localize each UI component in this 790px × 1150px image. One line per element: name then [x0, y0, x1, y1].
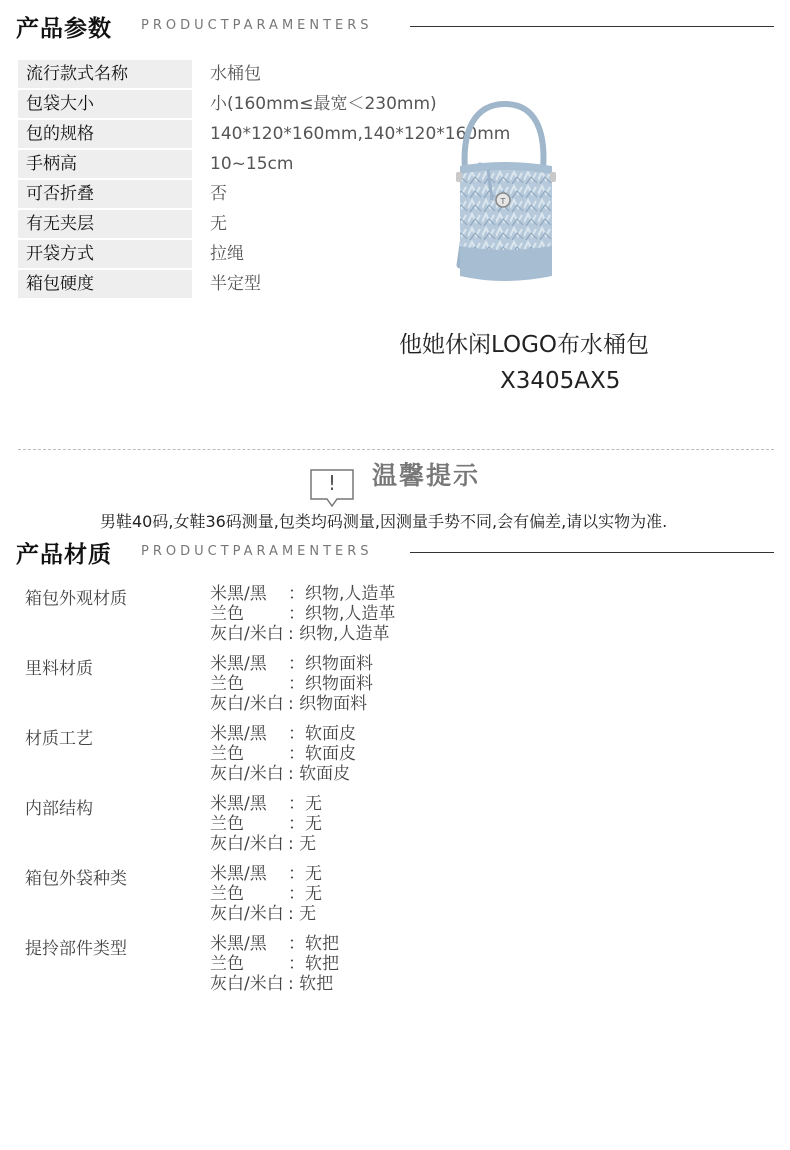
warning-bubble-icon — [309, 468, 355, 508]
material-section-title: 产品材质 — [16, 542, 112, 568]
param-value: 140*120*160mm,140*120*160mm — [210, 124, 511, 144]
material-value: 无 — [305, 794, 322, 814]
material-color: 灰白/米白 — [210, 904, 284, 924]
param-label: 箱包硬度 — [18, 270, 192, 298]
material-color: 兰色 — [210, 604, 244, 624]
param-label: 有无夹层 — [18, 210, 192, 238]
material-group-label: 箱包外观材质 — [25, 589, 127, 609]
material-line — [210, 604, 395, 624]
material-sep: : — [288, 904, 300, 924]
material-value: 无 — [299, 834, 317, 854]
material-color: 兰色 — [210, 954, 244, 974]
material-sep: ： — [288, 674, 305, 694]
material-color: 米黑/黑 — [210, 794, 267, 814]
material-line — [210, 884, 322, 904]
param-label: 包袋大小 — [18, 90, 192, 118]
material-line — [210, 654, 373, 674]
material-group-label: 里料材质 — [25, 659, 93, 679]
material-color: 灰白/米白 — [210, 624, 284, 644]
material-color: 灰白/米白 — [210, 974, 284, 994]
material-value: 软把 — [305, 934, 339, 954]
material-color: 米黑/黑 — [210, 584, 267, 604]
material-value: 无 — [299, 904, 317, 924]
material-group-values — [210, 584, 395, 644]
material-color: 兰色 — [210, 814, 244, 834]
material-color: 米黑/黑 — [210, 864, 267, 884]
material-value: 软面皮 — [305, 724, 356, 744]
material-line — [210, 674, 373, 694]
param-value: 无 — [210, 214, 227, 234]
material-group-values — [210, 794, 322, 854]
param-value: 水桶包 — [210, 64, 261, 84]
material-sep: : — [288, 624, 300, 644]
material-sep: ： — [288, 814, 305, 834]
material-line — [210, 694, 373, 714]
material-value: 无 — [305, 884, 322, 904]
material-value: 织物面料 — [299, 694, 368, 714]
material-value: 软面皮 — [305, 744, 356, 764]
material-line — [210, 624, 395, 644]
material-line — [210, 764, 356, 784]
param-label: 包的规格 — [18, 120, 192, 148]
material-value: 织物,人造革 — [305, 604, 396, 624]
material-section-subtitle: PRODUCTPARAMENTERS — [141, 544, 373, 559]
material-line — [210, 834, 322, 854]
material-value: 软把 — [305, 954, 339, 974]
material-line — [210, 814, 322, 834]
material-sep: ： — [288, 884, 305, 904]
material-color: 兰色 — [210, 744, 244, 764]
material-sep: ： — [288, 724, 305, 744]
material-color: 米黑/黑 — [210, 654, 267, 674]
material-sep: ： — [288, 604, 305, 624]
params-section-subtitle: PRODUCTPARAMENTERS — [141, 18, 373, 33]
material-line — [210, 974, 339, 994]
material-color: 兰色 — [210, 884, 244, 904]
material-sep: ： — [288, 864, 305, 884]
material-sep: : — [288, 834, 300, 854]
param-row — [18, 60, 518, 88]
param-label: 开袋方式 — [18, 240, 192, 268]
material-group-label: 材质工艺 — [25, 729, 93, 749]
material-line — [210, 864, 322, 884]
material-sep: : — [288, 694, 300, 714]
material-group-values — [210, 864, 322, 924]
material-color: 灰白/米白 — [210, 694, 284, 714]
param-value: 小(160mm≤最宽＜230mm) — [210, 94, 437, 114]
param-label: 可否折叠 — [18, 180, 192, 208]
material-color: 米黑/黑 — [210, 724, 267, 744]
material-value: 织物,人造革 — [305, 584, 396, 604]
material-line — [210, 744, 356, 764]
params-section-title: 产品参数 — [16, 16, 112, 42]
param-value: 半定型 — [210, 274, 261, 294]
param-label: 手柄高 — [18, 150, 192, 178]
bucket-bag-illustration — [440, 100, 580, 290]
material-color: 灰白/米白 — [210, 834, 284, 854]
material-group-label: 箱包外袋种类 — [25, 869, 127, 889]
material-value: 无 — [305, 814, 322, 834]
tip-text: 男鞋40码,女鞋36码测量,包类均码测量,因测量手势不同,会有偏差,请以实物为准. — [100, 512, 668, 531]
warning-mark: ! — [327, 471, 337, 495]
param-label: 流行款式名称 — [18, 60, 192, 88]
param-value: 拉绳 — [210, 244, 244, 264]
tip-dashed-divider — [18, 449, 774, 450]
material-group-values — [210, 724, 356, 784]
material-line — [210, 904, 322, 924]
material-value: 织物面料 — [305, 674, 373, 694]
material-value: 织物面料 — [305, 654, 373, 674]
material-sep: ： — [288, 584, 305, 604]
tip-title: 温馨提示 — [372, 461, 481, 490]
param-value: 10~15cm — [210, 154, 294, 174]
material-group-label: 内部结构 — [25, 799, 93, 819]
product-image — [440, 100, 580, 290]
material-sep: : — [288, 764, 300, 784]
material-sep: ： — [288, 794, 305, 814]
material-color: 米黑/黑 — [210, 934, 267, 954]
params-section-rule — [410, 26, 774, 27]
material-value: 织物,人造革 — [299, 624, 390, 644]
param-value: 否 — [210, 184, 227, 204]
material-line — [210, 954, 339, 974]
product-code: X3405AX5 — [500, 368, 621, 394]
material-color: 兰色 — [210, 674, 244, 694]
product-name: 他她休闲LOGO布水桶包 — [399, 332, 650, 358]
material-line — [210, 794, 322, 814]
material-section-rule — [410, 552, 774, 553]
material-color: 灰白/米白 — [210, 764, 284, 784]
material-group-label: 提拎部件类型 — [25, 939, 127, 959]
material-value: 软把 — [299, 974, 334, 994]
material-line — [210, 584, 395, 604]
material-sep: ： — [288, 654, 305, 674]
material-sep: ： — [288, 954, 305, 974]
material-group-values — [210, 654, 373, 714]
material-line — [210, 724, 356, 744]
material-group-values — [210, 934, 339, 994]
material-sep: ： — [288, 744, 305, 764]
material-value: 无 — [305, 864, 322, 884]
material-sep: : — [288, 974, 300, 994]
svg-text:T: T — [500, 197, 506, 206]
material-value: 软面皮 — [299, 764, 351, 784]
material-line — [210, 934, 339, 954]
material-sep: ： — [288, 934, 305, 954]
